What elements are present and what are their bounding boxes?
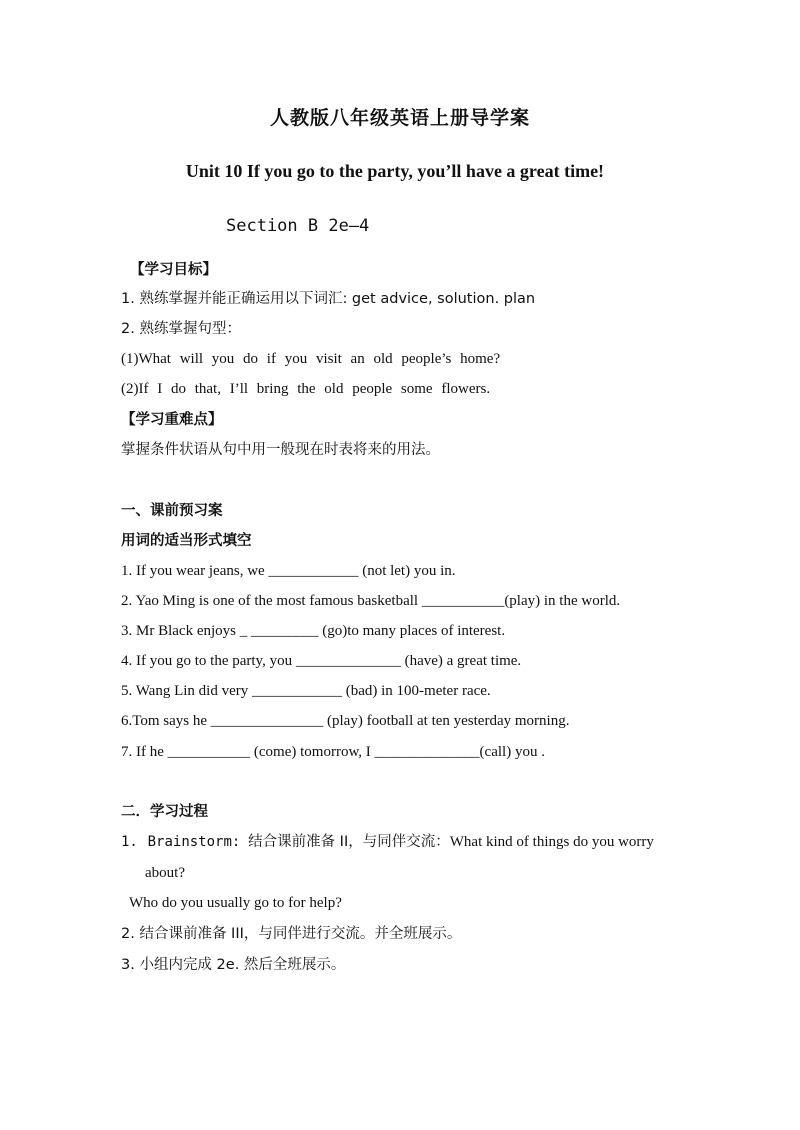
section-label: Section B 2e—4 <box>226 216 370 236</box>
objectives-heading: 【学习目标】 <box>130 262 217 278</box>
exercise-item-1: 1. If you wear jeans, we ____________ (not let) you in. <box>121 563 456 579</box>
process-item-2: 2. 结合课前准备 III，与同伴进行交流。并全班展示。 <box>121 926 462 942</box>
sentence-pattern-1: (1)What will you do if you visit an old people’s home? <box>121 351 501 367</box>
exercise-item-4: 4. If you go to the party, you ______________ (have) a great time. <box>121 653 522 669</box>
exercise-item-3: 3. Mr Black enjoys _ _________ (go)to many places of interest. <box>121 623 506 639</box>
process-item-1-question-2: Who do you usually go to for help? <box>129 895 342 911</box>
unit-title: Unit 10 If you go to the party, you’ll have a great time! <box>185 161 605 181</box>
process-item-1 <box>121 833 654 851</box>
process-heading: 二．学习过程 <box>121 804 208 820</box>
objective-sentence-patterns: 2. 熟练掌握句型： <box>121 321 241 337</box>
preview-instruction: 用词的适当形式填空 <box>121 533 252 549</box>
exercise-item-6: 6.Tom says he _______________ (play) football at ten yesterday morning. <box>121 713 570 729</box>
document-title: 人教版八年级英语上册导学案 <box>269 107 530 129</box>
exercise-item-5: 5. Wang Lin did very ____________ (bad) in 100-meter race. <box>121 683 491 699</box>
process-item-1-continuation: about? <box>145 865 185 881</box>
exercise-item-7: 7. If he ___________ (come) tomorrow, I ______________(call) you . <box>121 744 545 760</box>
key-points-heading: 【学习重难点】 <box>121 412 223 428</box>
process-item-1-instruction: 结合课前准备 II，与同伴交流： <box>248 834 450 850</box>
process-item-1-number: 1. <box>121 834 138 850</box>
preview-heading: 一、课前预习案 <box>121 503 223 519</box>
process-item-3: 3. 小组内完成 2e. 然后全班展示。 <box>121 957 346 973</box>
objective-vocabulary: 1. 熟练掌握并能正确运用以下词汇: get advice, solution. plan <box>121 291 536 307</box>
brainstorm-label: Brainstorm: <box>147 834 241 850</box>
exercise-item-2: 2. Yao Ming is one of the most famous basketball ___________(play) in the world. <box>121 593 621 609</box>
key-points-text: 掌握条件状语从句中用一般现在时表将来的用法。 <box>121 442 440 458</box>
process-item-1-question: What kind of things do you worry <box>449 834 654 850</box>
sentence-pattern-2: (2)If I do that, I’ll bring the old people some flowers. <box>121 381 491 397</box>
